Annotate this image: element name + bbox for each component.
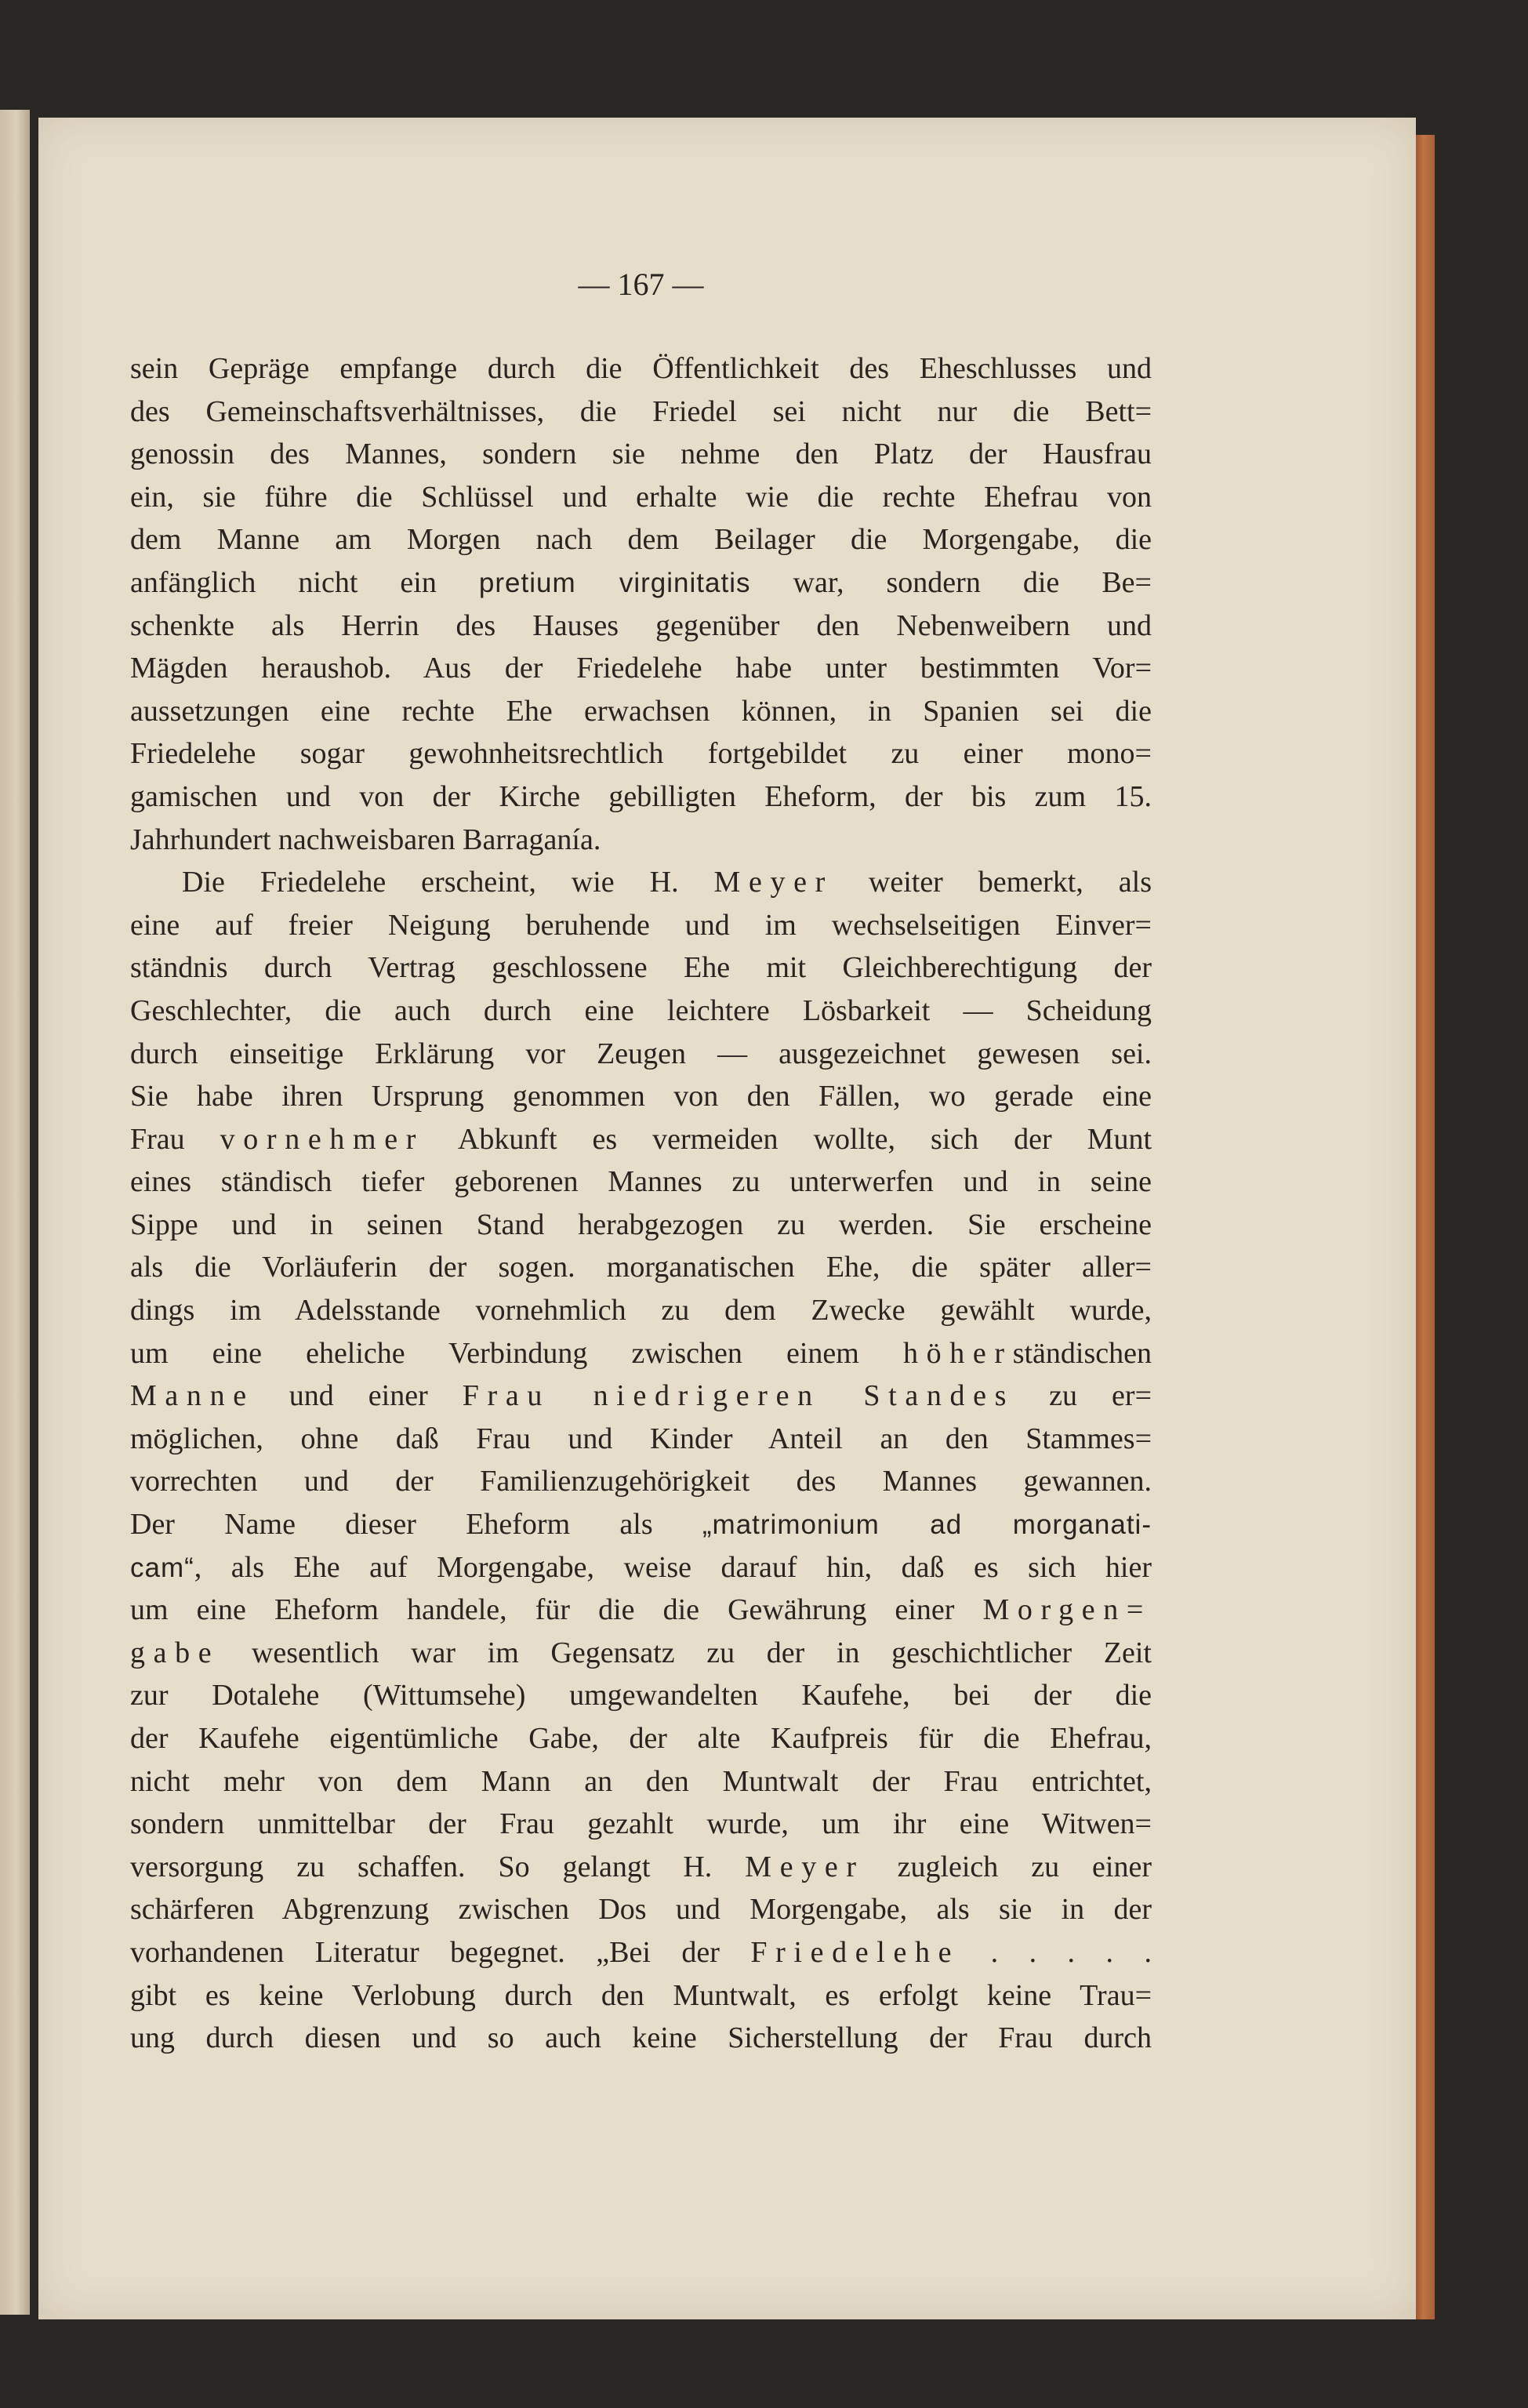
text-line	[130, 647, 1152, 690]
text-line	[130, 732, 1152, 775]
text-line	[130, 1375, 1152, 1418]
text-run: schärferen Abgrenzung zwischen Dos und Morgengabe, als sie in der	[130, 1893, 1152, 1927]
text-line	[130, 1803, 1152, 1846]
text-line	[130, 946, 1152, 990]
text-line	[130, 433, 1152, 476]
text-line	[130, 605, 1152, 648]
text-run: gibt es keine Verlobung durch den Muntwalt, es erfolgt keine Trau=	[130, 1978, 1152, 2012]
text-run: vorhandenen Literatur begegnet. „Bei der	[130, 1935, 751, 1969]
text-run: möglichen, ohne daß Frau und Kinder Anteil an den Stammes=	[130, 1422, 1152, 1455]
text-run: Mägden heraushob. Aus der Friedelehe habe unter bestimmten Vor=	[130, 652, 1152, 685]
text-line	[130, 775, 1152, 819]
text-run: weiter bemerkt, als	[833, 866, 1152, 899]
text-run: und einer	[254, 1379, 463, 1413]
text-run: sein Gepräge empfange durch die Öffentlichkeit des Eheschlusses und	[130, 352, 1152, 385]
text-run: nicht mehr von dem Mann an den Muntwalt der Frau entrichtet,	[130, 1764, 1152, 1798]
text-run: aussetzungen eine rechte Ehe erwachsen können, in Spanien sei die	[130, 694, 1152, 728]
text-line	[130, 1632, 1152, 1675]
spaced-emphasis-text: Frau niedrigeren Standes	[462, 1379, 1015, 1413]
text-line	[130, 1118, 1152, 1161]
spaced-emphasis-text: Meyer	[745, 1850, 865, 1883]
spaced-emphasis-text: Morgen=	[982, 1593, 1152, 1627]
book-page	[38, 118, 1416, 2319]
text-line	[130, 690, 1152, 733]
text-run: der Kaufehe eigentümliche Gabe, der alte Kaufpreis für die Ehefrau,	[130, 1722, 1152, 1755]
page-number: — 167 —	[578, 267, 704, 302]
text-line	[130, 1846, 1152, 1889]
text-line	[130, 1246, 1152, 1289]
text-run: versorgung zu schaffen. So gelangt H.	[130, 1850, 746, 1883]
text-run: Die Friedelehe erscheint, wie H.	[182, 866, 714, 899]
text-run: Sie habe ihren Ursprung genommen von den Fällen, wo gerade eine	[130, 1080, 1152, 1113]
text-line	[130, 1974, 1152, 2018]
text-line	[130, 1760, 1152, 1803]
text-run: des Gemeinschaftsverhältnisses, die Friedel sei nicht nur die Bett=	[130, 394, 1152, 428]
text-run: als die Vorläuferin der sogen. morganatischen Ehe, die später aller=	[130, 1251, 1152, 1284]
text-line	[130, 861, 1152, 904]
text-run: Jahrhundert nachweisbaren Barraganía.	[130, 823, 601, 856]
text-run: vorrechten und der Familienzugehörigkeit des Mannes gewannen.	[130, 1465, 1152, 1498]
text-run: eines ständisch tiefer geborenen Mannes zu unterwerfen und in seine	[130, 1165, 1152, 1199]
text-run: ein, sie führe die Schlüssel und erhalte wie die rechte Ehefrau von	[130, 480, 1152, 514]
text-run: . . . . .	[960, 1935, 1152, 1969]
text-run: , als Ehe auf Morgengabe, weise darauf hin, daß es sich hier	[194, 1550, 1152, 1584]
spaced-emphasis-text: Friedelehe	[750, 1935, 960, 1969]
latin-text: pretium virginitatis	[478, 567, 751, 598]
text-run: schenkte als Herrin des Hauses gegenüber den Nebenweibern und	[130, 608, 1152, 642]
text-run: durch einseitige Erklärung vor Zeugen — ausgezeichnet gewesen sei.	[130, 1037, 1152, 1070]
text-line	[130, 1931, 1152, 1974]
text-line	[130, 1460, 1152, 1503]
facing-page-edge	[0, 110, 30, 2315]
text-line	[130, 904, 1152, 947]
text-line	[130, 1888, 1152, 1931]
text-line	[130, 1503, 1152, 1546]
text-run: um eine eheliche Verbindung zwischen einem	[130, 1336, 903, 1370]
text-line	[130, 1332, 1152, 1375]
text-run: zu er=	[1014, 1379, 1152, 1413]
text-run: ständischen	[1012, 1336, 1152, 1370]
text-line	[130, 1289, 1152, 1332]
text-run: zugleich zu einer	[864, 1850, 1152, 1883]
text-line	[130, 476, 1152, 519]
text-line	[130, 518, 1152, 561]
text-run: anfänglich nicht ein	[130, 565, 479, 599]
text-run: Geschlechter, die auch durch eine leichtere Lösbarkeit — Scheidung	[130, 993, 1152, 1027]
text-run: wesentlich war im Gegensatz zu der in geschichtlicher Zeit	[220, 1636, 1152, 1669]
text-run: Sippe und in seinen Stand herabgezogen zu werden. Sie erscheine	[130, 1208, 1152, 1241]
text-run: war, sondern die Be=	[750, 565, 1152, 599]
text-run: ung durch diesen und so auch keine Sicherstellung der Frau durch	[130, 2021, 1152, 2055]
paragraph	[130, 861, 1152, 2060]
spaced-emphasis-text: Meyer	[713, 866, 833, 899]
text-line	[130, 390, 1152, 434]
text-run: eine auf freier Neigung beruhende und im wechselseitigen Einver=	[130, 908, 1152, 942]
text-run: Abkunft es vermeiden wollte, sich der Munt	[424, 1122, 1152, 1156]
text-line	[130, 1717, 1152, 1760]
latin-text: cam“	[130, 1552, 194, 1583]
text-line	[130, 1075, 1152, 1118]
book-edge	[1416, 135, 1435, 2319]
text-run: Der Name dieser Eheform als	[130, 1508, 702, 1542]
text-run: sondern unmittelbar der Frau gezahlt wurde, um ihr eine Witwen=	[130, 1807, 1152, 1841]
text-line	[130, 2017, 1152, 2060]
latin-text: „matrimonium ad morganati-	[702, 1509, 1152, 1541]
text-line	[130, 1589, 1152, 1632]
text-line	[130, 1033, 1152, 1076]
text-line	[130, 1160, 1152, 1204]
text-run: zur Dotalehe (Wittumsehe) umgewandelten Kaufehe, bei der die	[130, 1679, 1152, 1712]
spaced-emphasis-text: Manne	[130, 1379, 255, 1413]
text-run: Frau	[130, 1122, 220, 1156]
body-text	[130, 347, 1152, 2060]
text-line	[130, 1674, 1152, 1717]
text-run: genossin des Mannes, sondern sie nehme den Platz der Hausfrau	[130, 438, 1152, 471]
text-line	[130, 990, 1152, 1033]
spaced-emphasis-text: vornehmer	[220, 1122, 424, 1156]
text-run: um eine Eheform handele, für die die Gewährung einer	[130, 1593, 983, 1627]
text-line	[130, 561, 1152, 605]
text-run: Friedelehe sogar gewohnheitsrechtlich fortgebildet zu einer mono=	[130, 737, 1152, 771]
text-line	[130, 1546, 1152, 1589]
text-line	[130, 1418, 1152, 1461]
spaced-emphasis-text: gabe	[130, 1636, 220, 1669]
text-line	[130, 1204, 1152, 1247]
text-run: ständnis durch Vertrag geschlossene Ehe mit Gleichberechtigung der	[130, 951, 1152, 985]
spaced-emphasis-text: höher	[902, 1336, 1013, 1370]
text-run: dem Manne am Morgen nach dem Beilager die Morgengabe, die	[130, 523, 1152, 557]
text-line	[130, 347, 1152, 390]
paragraph	[130, 347, 1152, 861]
text-line	[130, 819, 1152, 862]
text-run: dings im Adelsstande vornehmlich zu dem Zwecke gewählt wurde,	[130, 1294, 1152, 1327]
text-run: gamischen und von der Kirche gebilligten Eheform, der bis zum 15.	[130, 779, 1152, 813]
